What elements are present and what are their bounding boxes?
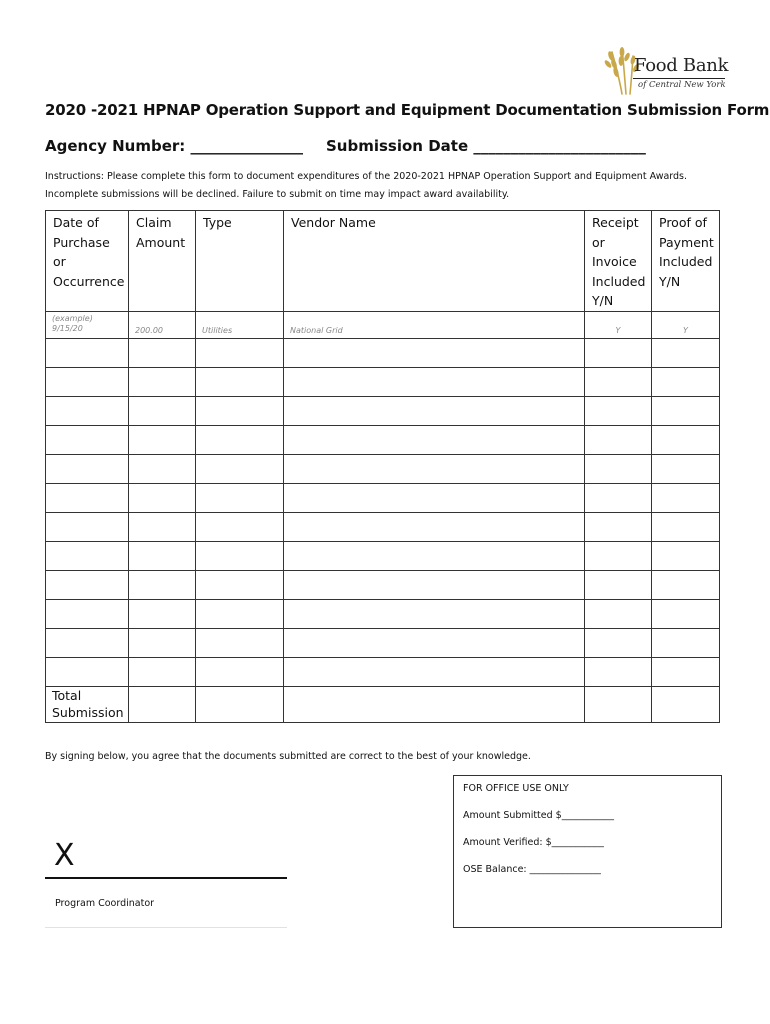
- payment-cell[interactable]: [652, 454, 720, 483]
- type-cell[interactable]: [196, 512, 284, 541]
- table-row: [46, 483, 720, 512]
- payment-cell[interactable]: [652, 570, 720, 599]
- payment-cell[interactable]: [652, 367, 720, 396]
- table-row: [46, 512, 720, 541]
- date-cell[interactable]: [46, 628, 129, 657]
- claim-amount-cell[interactable]: [129, 628, 196, 657]
- col-header-type: Type: [196, 211, 284, 312]
- claim-amount-cell[interactable]: [129, 396, 196, 425]
- receipt-cell[interactable]: [585, 628, 652, 657]
- total-row: [46, 686, 720, 722]
- payment-cell[interactable]: [652, 425, 720, 454]
- submission-date-field[interactable]: Submission Date _______________________: [326, 137, 646, 155]
- col-header-vendor: Vendor Name: [284, 211, 585, 312]
- instructions-line-2: Incomplete submissions will be declined. Failure to submit on time may impact award availability.: [45, 189, 510, 200]
- date-cell[interactable]: [46, 396, 129, 425]
- total-label-line-1: Total: [52, 687, 82, 703]
- payment-cell[interactable]: [652, 599, 720, 628]
- amount-submitted-field[interactable]: Amount Submitted $___________: [463, 810, 614, 821]
- type-cell[interactable]: [196, 338, 284, 367]
- instructions: [45, 168, 725, 204]
- table-row: [46, 425, 720, 454]
- receipt-cell[interactable]: [585, 454, 652, 483]
- vendor-cell[interactable]: [284, 367, 585, 396]
- type-cell[interactable]: [196, 396, 284, 425]
- table-row: [46, 541, 720, 570]
- type-cell[interactable]: [196, 425, 284, 454]
- agreement-text: By signing below, you agree that the documents submitted are correct to the best of your knowledge.: [45, 751, 531, 762]
- col-header-date: Date of Purchase or Occurrence: [46, 211, 129, 312]
- date-cell[interactable]: [46, 570, 129, 599]
- type-cell[interactable]: [196, 367, 284, 396]
- claim-amount-cell[interactable]: [129, 367, 196, 396]
- receipt-cell[interactable]: [585, 367, 652, 396]
- type-cell[interactable]: [196, 541, 284, 570]
- total-claim-amount-cell[interactable]: [129, 686, 196, 722]
- office-use-box: [453, 775, 722, 928]
- vendor-cell[interactable]: [284, 425, 585, 454]
- example-type: Utilities: [196, 311, 284, 338]
- claim-amount-cell[interactable]: [129, 541, 196, 570]
- logo-tagline: of Central New York: [638, 80, 726, 90]
- example-label: (example): [52, 313, 93, 323]
- instructions-line-1: Instructions: Please complete this form to document expenditures of the 2020-2021 HPNAP Operation Support and Equipment Awards.: [45, 171, 688, 182]
- vendor-cell[interactable]: [284, 454, 585, 483]
- example-payment: Y: [652, 311, 720, 338]
- agency-number-field[interactable]: Agency Number: _______________: [45, 137, 303, 155]
- receipt-cell[interactable]: [585, 599, 652, 628]
- payment-cell[interactable]: [652, 396, 720, 425]
- claim-amount-cell[interactable]: [129, 657, 196, 686]
- signature-role-label: Program Coordinator: [55, 898, 155, 909]
- vendor-cell[interactable]: [284, 541, 585, 570]
- receipt-cell[interactable]: [585, 541, 652, 570]
- table-header-row: [46, 211, 720, 312]
- table-row: [46, 599, 720, 628]
- date-cell[interactable]: [46, 454, 129, 483]
- signature-x-mark: X: [54, 838, 75, 873]
- date-cell[interactable]: [46, 425, 129, 454]
- claim-amount-cell[interactable]: [129, 338, 196, 367]
- claim-amount-cell[interactable]: [129, 599, 196, 628]
- claim-amount-cell[interactable]: [129, 425, 196, 454]
- claim-amount-cell[interactable]: [129, 570, 196, 599]
- date-cell[interactable]: [46, 541, 129, 570]
- total-receipt-cell[interactable]: [585, 686, 652, 722]
- vendor-cell[interactable]: [284, 570, 585, 599]
- vendor-cell[interactable]: [284, 483, 585, 512]
- date-cell[interactable]: [46, 338, 129, 367]
- amount-verified-field[interactable]: Amount Verified: $___________: [463, 837, 604, 848]
- vendor-cell[interactable]: [284, 599, 585, 628]
- total-vendor-cell[interactable]: [284, 686, 585, 722]
- type-cell[interactable]: [196, 599, 284, 628]
- type-cell[interactable]: [196, 628, 284, 657]
- date-cell[interactable]: [46, 512, 129, 541]
- table-row: [46, 396, 720, 425]
- logo-brand-text: Food Bank: [634, 55, 729, 76]
- example-date: 9/15/20: [52, 323, 83, 333]
- type-cell[interactable]: [196, 657, 284, 686]
- payment-cell[interactable]: [652, 512, 720, 541]
- receipt-cell[interactable]: [585, 338, 652, 367]
- payment-cell[interactable]: [652, 541, 720, 570]
- vendor-cell[interactable]: [284, 512, 585, 541]
- col-header-payment: Proof of Payment Included Y/N: [652, 211, 720, 312]
- expenditure-table: [45, 210, 720, 723]
- receipt-cell[interactable]: [585, 396, 652, 425]
- table-row: [46, 367, 720, 396]
- table-row: [46, 454, 720, 483]
- vendor-cell[interactable]: [284, 396, 585, 425]
- total-type-cell[interactable]: [196, 686, 284, 722]
- col-header-receipt: Receipt or Invoice Included Y/N: [585, 211, 652, 312]
- total-payment-cell[interactable]: [652, 686, 720, 722]
- date-cell[interactable]: [46, 367, 129, 396]
- payment-cell[interactable]: [652, 628, 720, 657]
- payment-cell[interactable]: [652, 657, 720, 686]
- receipt-cell[interactable]: [585, 425, 652, 454]
- receipt-cell[interactable]: [585, 657, 652, 686]
- col-header-claim-amount: Claim Amount: [129, 211, 196, 312]
- claim-amount-cell[interactable]: [129, 483, 196, 512]
- date-cell[interactable]: [46, 657, 129, 686]
- signature-line[interactable]: [45, 877, 287, 879]
- type-cell[interactable]: [196, 570, 284, 599]
- vendor-cell[interactable]: [284, 338, 585, 367]
- receipt-cell[interactable]: [585, 483, 652, 512]
- form-title: 2020 -2021 HPNAP Operation Support and Equipment Documentation Submission Form: [45, 101, 770, 119]
- logo-divider: [633, 78, 725, 79]
- example-date-cell: [46, 311, 129, 338]
- blank-rows: [46, 338, 720, 686]
- example-receipt: Y: [585, 311, 652, 338]
- table-row: [46, 338, 720, 367]
- receipt-cell[interactable]: [585, 570, 652, 599]
- example-vendor: National Grid: [284, 311, 585, 338]
- total-label: [46, 686, 129, 722]
- signature-divider: [45, 927, 287, 928]
- food-bank-logo: [600, 44, 728, 96]
- office-use-heading: FOR OFFICE USE ONLY: [463, 783, 569, 794]
- table-row: [46, 657, 720, 686]
- table-row: [46, 628, 720, 657]
- payment-cell[interactable]: [652, 483, 720, 512]
- vendor-cell[interactable]: [284, 657, 585, 686]
- type-cell[interactable]: [196, 454, 284, 483]
- table-row: [46, 570, 720, 599]
- type-cell[interactable]: [196, 483, 284, 512]
- date-cell[interactable]: [46, 599, 129, 628]
- claim-amount-cell[interactable]: [129, 512, 196, 541]
- ose-balance-field[interactable]: OSE Balance: _______________: [463, 864, 601, 875]
- example-amount: 200.00: [129, 311, 196, 338]
- receipt-cell[interactable]: [585, 512, 652, 541]
- example-row: [46, 311, 720, 338]
- date-cell[interactable]: [46, 483, 129, 512]
- payment-cell[interactable]: [652, 338, 720, 367]
- vendor-cell[interactable]: [284, 628, 585, 657]
- claim-amount-cell[interactable]: [129, 454, 196, 483]
- total-label-line-2: Submission: [52, 704, 124, 720]
